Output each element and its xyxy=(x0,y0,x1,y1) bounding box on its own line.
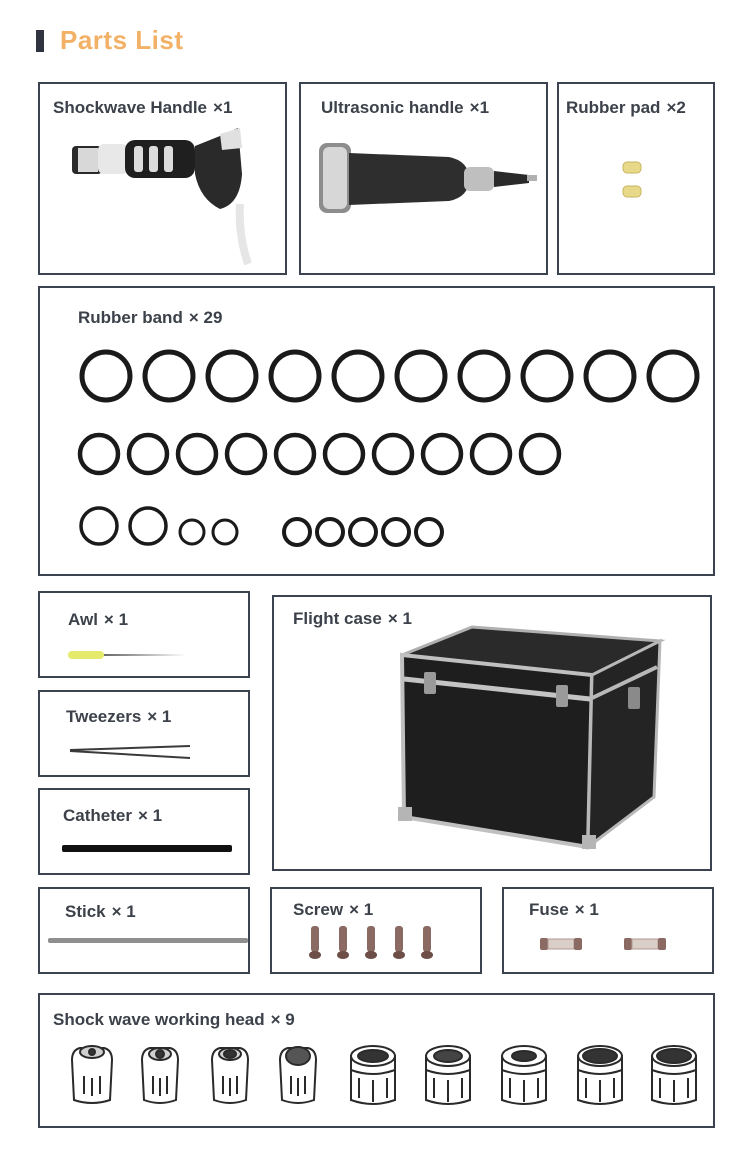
part-name: Shock wave working head xyxy=(53,1010,265,1029)
card-label xyxy=(68,610,128,630)
part-qty: ×1 xyxy=(469,98,490,117)
part-name: Stick xyxy=(65,902,106,921)
stick-image xyxy=(48,937,248,945)
card-label xyxy=(321,98,489,118)
rubber-band-image xyxy=(40,288,717,578)
flight-case-image xyxy=(392,627,662,857)
card-rubber-pad xyxy=(557,82,715,275)
part-qty: × 1 xyxy=(137,806,163,825)
page-title: Parts List xyxy=(60,25,184,55)
card-catheter xyxy=(38,788,250,875)
card-awl xyxy=(38,591,250,678)
card-rubber-band xyxy=(38,286,715,576)
working-head-image xyxy=(40,995,717,1130)
part-qty: × 1 xyxy=(349,900,374,919)
card-label xyxy=(293,609,412,629)
awl-image xyxy=(68,649,188,661)
card-tweezers xyxy=(38,690,250,777)
card-label xyxy=(529,900,599,920)
part-name: Screw xyxy=(293,900,344,919)
shockwave-handle-image xyxy=(70,134,240,269)
card-fuse xyxy=(502,887,714,974)
fuse-image xyxy=(540,935,670,953)
card-ultrasonic-handle xyxy=(299,82,548,275)
card-flight-case xyxy=(272,595,712,871)
card-label xyxy=(53,98,232,118)
part-qty: × 1 xyxy=(387,609,412,628)
part-qty: × 1 xyxy=(111,902,136,921)
card-shockwave-handle xyxy=(38,82,287,275)
catheter-image xyxy=(62,844,232,854)
part-qty: × 29 xyxy=(188,308,223,327)
part-qty: × 9 xyxy=(270,1010,295,1029)
part-name: Shockwave Handle xyxy=(53,98,208,117)
card-working-head xyxy=(38,993,715,1128)
card-label xyxy=(566,98,686,118)
part-qty: × 1 xyxy=(147,707,172,726)
part-qty: ×1 xyxy=(213,98,233,117)
ultrasonic-handle-image xyxy=(319,139,539,219)
card-label xyxy=(63,806,162,826)
screw-image xyxy=(308,926,438,966)
part-name: Catheter xyxy=(63,806,132,825)
card-label xyxy=(293,900,373,920)
card-stick xyxy=(38,887,250,974)
card-screw xyxy=(270,887,482,974)
part-qty: ×2 xyxy=(666,98,686,117)
part-name: Flight case xyxy=(293,609,382,628)
part-name: Tweezers xyxy=(66,707,142,726)
title-accent-bar xyxy=(36,30,44,52)
part-name: Rubber pad xyxy=(566,98,661,117)
card-label xyxy=(65,902,136,922)
part-qty: × 1 xyxy=(103,610,129,629)
rubber-pad-image xyxy=(623,162,643,202)
part-qty: × 1 xyxy=(574,900,599,919)
part-name: Fuse xyxy=(529,900,569,919)
part-name: Awl xyxy=(68,610,98,629)
card-label xyxy=(66,707,171,727)
part-name: Ultrasonic handle xyxy=(321,98,464,117)
part-name: Rubber band xyxy=(78,308,183,327)
tweezers-image xyxy=(70,744,192,762)
